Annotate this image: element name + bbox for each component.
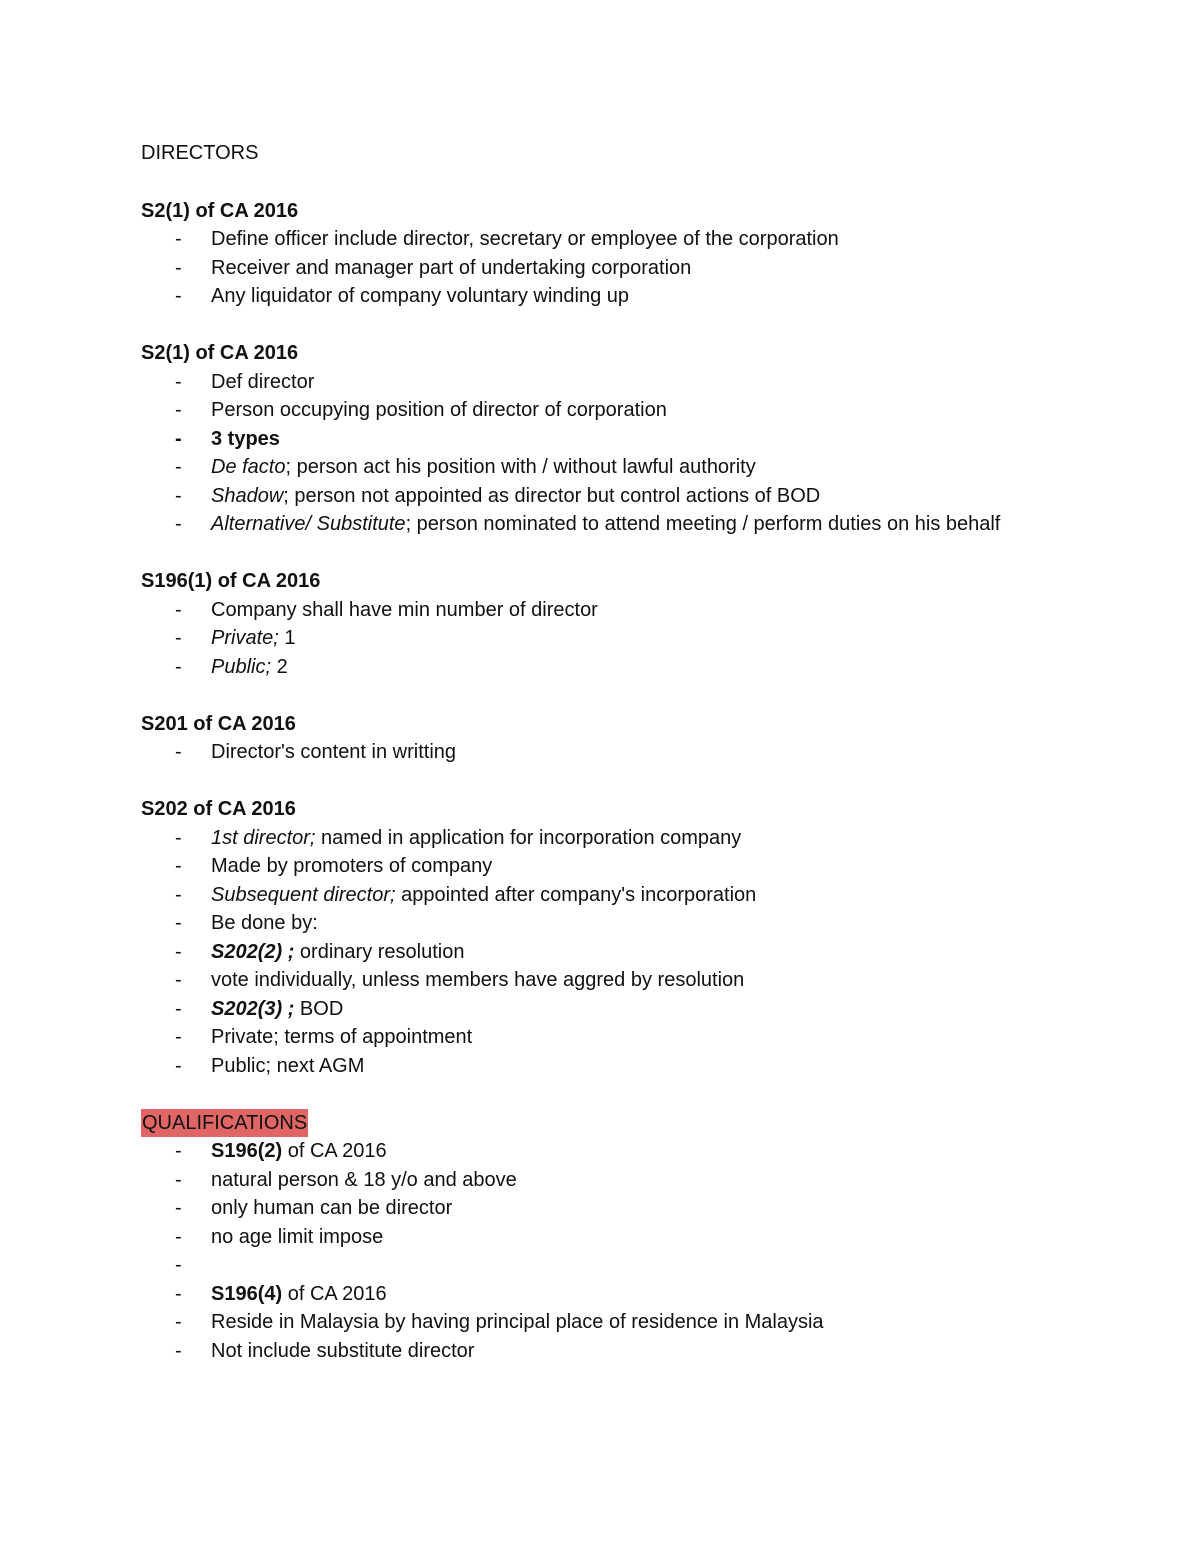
item-text: of CA 2016 bbox=[282, 1140, 387, 1162]
dash-bullet-icon: - bbox=[175, 427, 182, 450]
item-text: Company shall have min number of director bbox=[211, 598, 598, 621]
dash-bullet-icon: - bbox=[175, 399, 182, 421]
dash-bullet-icon: - bbox=[175, 826, 182, 849]
section-heading: S201 of CA 2016 bbox=[141, 712, 296, 735]
dash-bullet-icon: - bbox=[175, 228, 182, 250]
item-text: ordinary resolution bbox=[294, 940, 465, 963]
list-item bbox=[141, 1280, 1041, 1309]
bullet-list bbox=[141, 368, 1041, 539]
dash-bullet-icon: - bbox=[175, 741, 182, 763]
section bbox=[141, 197, 1041, 311]
item-text: appointed after company's incorporation bbox=[395, 883, 757, 906]
item-text: no age limit impose bbox=[211, 1225, 384, 1248]
dash-bullet-icon: - bbox=[175, 1339, 182, 1362]
list-item bbox=[141, 596, 1041, 625]
item-lead-text: S202(2) ; bbox=[211, 940, 295, 963]
item-text: ; person not appointed as director but control actions of BOD bbox=[283, 484, 821, 507]
dash-bullet-icon: - bbox=[175, 912, 182, 934]
item-lead-text: De facto bbox=[211, 456, 286, 478]
list-item bbox=[141, 368, 1041, 397]
item-lead-text: Alternative/ Substitute bbox=[211, 513, 406, 535]
item-text: ; person act his position with / without lawful authority bbox=[285, 456, 756, 478]
item-text: BOD bbox=[294, 997, 344, 1020]
dash-bullet-icon: - bbox=[175, 1026, 182, 1048]
sections-container bbox=[141, 197, 1041, 1366]
section bbox=[141, 795, 1041, 1080]
item-lead-text: S196(2) bbox=[211, 1140, 283, 1162]
list-item bbox=[141, 1337, 1041, 1366]
dash-bullet-icon: - bbox=[175, 598, 182, 621]
document-title: DIRECTORS bbox=[141, 142, 259, 164]
dash-bullet-icon: - bbox=[175, 883, 182, 906]
list-item bbox=[141, 909, 1041, 938]
section bbox=[141, 1109, 1041, 1366]
list-item bbox=[141, 966, 1041, 995]
list-item bbox=[141, 738, 1041, 767]
section-heading: S2(1) of CA 2016 bbox=[141, 342, 299, 364]
item-text: natural person & 18 y/o and above bbox=[211, 1168, 517, 1191]
section-heading: S2(1) of CA 2016 bbox=[141, 199, 299, 222]
item-lead-text: Shadow bbox=[211, 484, 284, 507]
list-item bbox=[141, 1052, 1041, 1081]
item-lead-text: S202(3) ; bbox=[211, 997, 295, 1020]
list-item bbox=[141, 1251, 1041, 1280]
dash-bullet-icon: - bbox=[175, 627, 182, 649]
bullet-list bbox=[141, 1137, 1041, 1365]
section-heading: S202 of CA 2016 bbox=[141, 798, 296, 820]
item-text: vote individually, unless members have aggred by resolution bbox=[211, 969, 745, 991]
list-item bbox=[141, 282, 1041, 311]
list-item bbox=[141, 482, 1041, 511]
highlighted-heading: QUALIFICATIONS bbox=[141, 1109, 308, 1138]
item-lead-text: 3 types bbox=[211, 427, 280, 450]
item-text: Receiver and manager part of undertaking corporation bbox=[211, 256, 692, 279]
dash-bullet-icon: - bbox=[175, 285, 182, 307]
dash-bullet-icon: - bbox=[175, 855, 182, 877]
bullet-list bbox=[141, 596, 1041, 682]
item-text: 2 bbox=[271, 655, 288, 678]
item-text: of CA 2016 bbox=[282, 1282, 387, 1305]
document-content bbox=[141, 139, 1041, 1394]
item-text: Define officer include director, secretary or employee of the corporation bbox=[211, 228, 839, 250]
dash-bullet-icon: - bbox=[175, 1197, 182, 1219]
list-item bbox=[141, 1137, 1041, 1166]
dash-bullet-icon: - bbox=[175, 969, 182, 991]
dash-bullet-icon: - bbox=[175, 484, 182, 507]
item-text: only human can be director bbox=[211, 1197, 453, 1219]
section-heading: S196(1) of CA 2016 bbox=[141, 570, 321, 592]
item-lead-text: Public; bbox=[211, 655, 272, 678]
list-item bbox=[141, 824, 1041, 853]
item-text: Reside in Malaysia by having principal place of residence in Malaysia bbox=[211, 1311, 824, 1333]
list-item bbox=[141, 995, 1041, 1024]
list-item bbox=[141, 938, 1041, 967]
list-item bbox=[141, 624, 1041, 653]
list-item bbox=[141, 881, 1041, 910]
bullet-list bbox=[141, 225, 1041, 311]
dash-bullet-icon: - bbox=[175, 1254, 182, 1276]
item-text: Be done by: bbox=[211, 912, 318, 934]
dash-bullet-icon: - bbox=[175, 940, 182, 963]
dash-bullet-icon: - bbox=[175, 997, 182, 1020]
dash-bullet-icon: - bbox=[175, 256, 182, 279]
item-text: Person occupying position of director of corporation bbox=[211, 399, 667, 421]
dash-bullet-icon: - bbox=[175, 1140, 182, 1162]
dash-bullet-icon: - bbox=[175, 1282, 182, 1305]
item-text: Def director bbox=[211, 370, 315, 393]
item-text: ; person nominated to attend meeting / perform duties on his behalf bbox=[405, 513, 1001, 535]
list-item bbox=[141, 453, 1041, 482]
list-item bbox=[141, 510, 1041, 539]
list-item bbox=[141, 1194, 1041, 1223]
item-lead-text: S196(4) bbox=[211, 1282, 283, 1305]
bullet-list bbox=[141, 824, 1041, 1081]
dash-bullet-icon: - bbox=[175, 513, 182, 535]
section bbox=[141, 339, 1041, 539]
list-item bbox=[141, 254, 1041, 283]
dash-bullet-icon: - bbox=[175, 370, 182, 393]
section-heading bbox=[141, 1109, 1041, 1138]
dash-bullet-icon: - bbox=[175, 1311, 182, 1333]
item-text: 1 bbox=[278, 627, 296, 649]
section bbox=[141, 710, 1041, 767]
list-item bbox=[141, 396, 1041, 425]
dash-bullet-icon: - bbox=[175, 1225, 182, 1248]
item-text: Public; next AGM bbox=[211, 1054, 365, 1077]
bullet-list bbox=[141, 738, 1041, 767]
dash-bullet-icon: - bbox=[175, 1054, 182, 1077]
list-item bbox=[141, 852, 1041, 881]
item-text: Made by promoters of company bbox=[211, 855, 493, 877]
item-text: Director's content in writting bbox=[211, 741, 457, 763]
item-lead-text: 1st director; bbox=[211, 826, 316, 849]
item-text: Not include substitute director bbox=[211, 1339, 475, 1362]
list-item bbox=[141, 653, 1041, 682]
item-lead-text: Private; bbox=[211, 627, 279, 649]
dash-bullet-icon: - bbox=[175, 655, 182, 678]
list-item bbox=[141, 225, 1041, 254]
dash-bullet-icon: - bbox=[175, 456, 182, 478]
dash-bullet-icon: - bbox=[175, 1168, 182, 1191]
list-item bbox=[141, 1023, 1041, 1052]
list-item bbox=[141, 425, 1041, 454]
list-item bbox=[141, 1223, 1041, 1252]
item-text: named in application for incorporation company bbox=[315, 826, 742, 849]
item-text: Private; terms of appointment bbox=[211, 1026, 473, 1048]
section bbox=[141, 567, 1041, 681]
list-item bbox=[141, 1166, 1041, 1195]
item-text: Any liquidator of company voluntary winding up bbox=[211, 285, 630, 307]
list-item bbox=[141, 1308, 1041, 1337]
item-lead-text: Subsequent director; bbox=[211, 883, 396, 906]
